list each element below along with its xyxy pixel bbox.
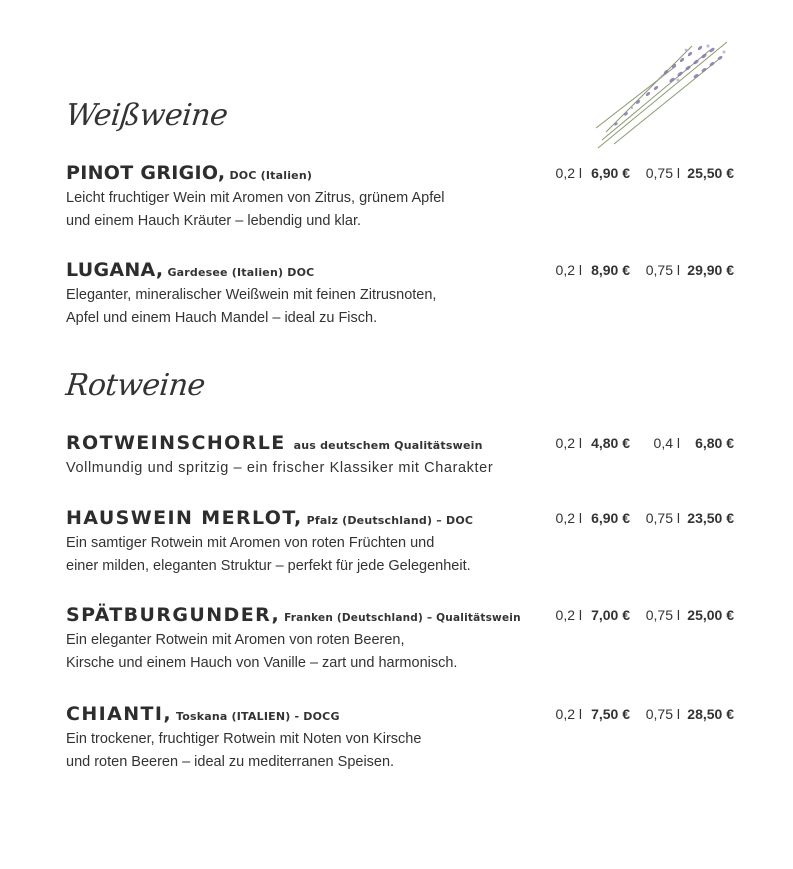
price-small: 6,90 € [591, 165, 630, 181]
price-small: 6,90 € [591, 510, 630, 526]
lavender-sprig-illustration [592, 36, 732, 154]
wine-origin: DOC (Italien) [229, 169, 313, 182]
volume-small: 0,2 l [555, 706, 582, 722]
wine-description [66, 728, 734, 774]
wine-origin: aus deutschem Qualitätswein [293, 439, 483, 452]
price-large: 28,50 € [687, 706, 734, 722]
wine-name: HAUSWEIN MERLOT, [66, 507, 303, 529]
description-line: und roten Beeren – ideal zu mediterranen Speisen. [66, 754, 395, 770]
volume-small: 0,2 l [555, 510, 582, 526]
volume-large: 0,75 l [645, 510, 680, 526]
wine-name: ROTWEINSCHORLE [66, 432, 286, 454]
wine-item-pinot-grigio [66, 162, 734, 233]
description-line: Ein trockener, fruchtiger Rotwein mit Noten von Kirsche [66, 731, 422, 747]
wine-item-spaetburgunder [66, 604, 734, 675]
wine-item-chianti [66, 703, 734, 774]
description-line: Ein eleganter Rotwein mit Aromen von roten Beeren, [66, 632, 405, 648]
volume-large: 0,75 l [645, 165, 680, 181]
volume-large: 0,75 l [645, 607, 680, 623]
description-line: einer milden, eleganten Struktur – perfekt für jede Gelegenheit. [66, 558, 471, 574]
volume-small: 0,2 l [555, 607, 582, 623]
price-row [546, 435, 734, 451]
description-line: Eleganter, mineralischer Weißwein mit feinen Zitrusnoten, [66, 287, 437, 303]
price-large: 29,90 € [687, 262, 734, 278]
price-row [546, 165, 734, 181]
wine-name: LUGANA, [66, 259, 164, 281]
section-title-red-wines: Rotweine [64, 368, 207, 403]
price-small: 7,50 € [591, 706, 630, 722]
price-small: 8,90 € [591, 262, 630, 278]
section-title-white-wines: Weißweine [64, 98, 230, 133]
volume-large: 0,75 l [645, 706, 680, 722]
price-row [546, 510, 734, 526]
wine-origin: Gardesee (Italien) DOC [167, 266, 315, 279]
price-small: 4,80 € [591, 435, 630, 451]
wine-item-lugana [66, 259, 734, 330]
wine-description [66, 284, 734, 330]
description-line: Apfel und einem Hauch Mandel – ideal zu Fisch. [66, 310, 378, 326]
volume-small: 0,2 l [555, 435, 582, 451]
wine-item-rotweinschorle [66, 432, 734, 480]
volume-large: 0,4 l [653, 435, 680, 451]
price-small: 7,00 € [591, 607, 630, 623]
description-line: und einem Hauch Kräuter – lebendig und klar. [66, 213, 362, 229]
volume-small: 0,2 l [555, 262, 582, 278]
volume-small: 0,2 l [555, 165, 582, 181]
price-large: 6,80 € [695, 435, 734, 451]
wine-name: CHIANTI, [66, 703, 172, 725]
price-large: 25,00 € [687, 607, 734, 623]
price-row [546, 262, 734, 278]
price-large: 25,50 € [687, 165, 734, 181]
price-row [546, 706, 734, 722]
volume-large: 0,75 l [645, 262, 680, 278]
wine-origin: Franken (Deutschland) – Qualitätswein [284, 612, 521, 624]
description-line: Leicht fruchtiger Wein mit Aromen von Zitrus, grünem Apfel [66, 190, 445, 206]
wine-description [66, 532, 734, 578]
wine-origin: Toskana (ITALIEN) - DOCG [175, 710, 340, 723]
description-line: Ein samtiger Rotwein mit Aromen von roten Früchten und [66, 535, 435, 551]
wine-description [66, 187, 734, 233]
price-row [546, 607, 734, 623]
description-line: Vollmundig und spritzig – ein frischer Klassiker mit Charakter [66, 460, 494, 476]
wine-description [66, 457, 734, 480]
wine-name: PINOT GRIGIO, [66, 162, 226, 184]
description-line: Kirsche und einem Hauch von Vanille – zart und harmonisch. [66, 655, 458, 671]
wine-item-hauswein-merlot [66, 507, 734, 578]
price-large: 23,50 € [687, 510, 734, 526]
wine-name: SPÄTBURGUNDER, [66, 604, 281, 626]
wine-description [66, 629, 734, 675]
wine-origin: Pfalz (Deutschland) – DOC [306, 514, 474, 527]
